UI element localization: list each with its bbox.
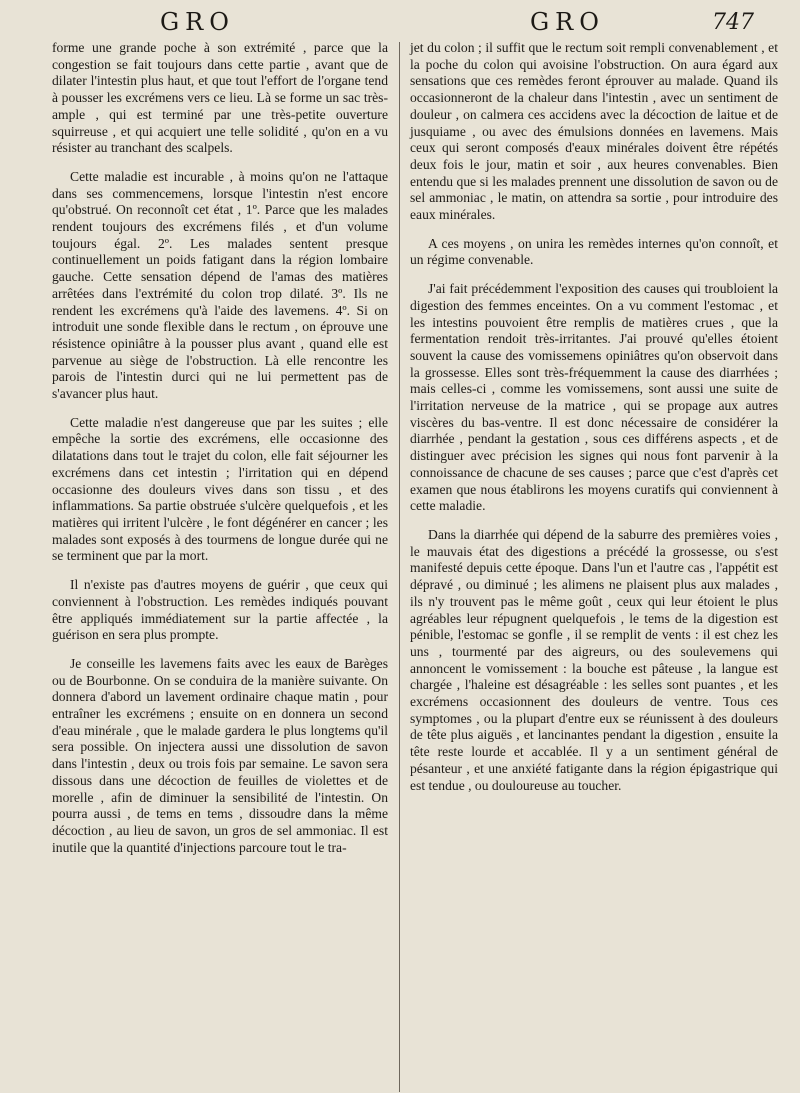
- paragraph: Cette maladie est incurable , à moins qu'on ne l'attaque dans ses commencemens, lorsque l'intestin n'est encore qu'obstrué. On reconnoît cet état , 1º. Parce que les malades rendent toujours des excrémens filés , et d'un volume toujours égal. 2º. Les malades sentent presque continuellement un poids fatigant dans la région lombaire gauche. Cette sensation dépend de l'amas des matières arrêtées dans l'extrémité du colon trop dilaté. 3º. Ils ne rendent les excrémens qu'à l'aide des lavemens. 4º. Si on introduit une sonde flexible dans le rectum , on éprouve une résistence opiniâtre à la pousser plus avant , quand elle est parvenue au siège de l'obstruction. Là elle rencontre les parois de l'intestin durci qui ne lui permettent pas de s'avancer plus haut.: [52, 168, 388, 402]
- column-divider: [399, 42, 400, 1092]
- paragraph: Il n'existe pas d'autres moyens de guérir , que ceux qui conviennent à l'obstruction. Les remèdes indiqués pouvant être appliqués immédiatement sur la partie affectée , la guérison en sera plus prompte.: [52, 577, 388, 643]
- paragraph: Cette maladie n'est dangereuse que par les suites ; elle empêche la sortie des excrémens, elle occasionne des dilatations dans tout le trajet du colon, elle fait séjourner les excrémens dans cet intestin ; l'irritation qui en dépend occasionne des douleurs vives dans son tissu , et des inflammations. Sa partie obstruée s'ulcère quelquefois , et les matières qui irritent l'ulcère , le font dégénérer en cancer ; les malades sont exposés à des tourmens de longue durée qui ne se terminent que par la mort.: [52, 414, 388, 564]
- running-header: [0, 8, 800, 38]
- paragraph: Je conseille les lavemens faits avec les eaux de Barèges ou de Bourbonne. On se conduira de la manière suivante. On donnera d'abord un lavement ordinaire chaque matin , pour entraîner les excrémens ; ensuite on en donnera un second d'eau minérale , que le malade gardera le plus longtems qu'il sera possible. On injectera aussi une dissolution de savon dans l'intestin , deux ou trois fois par semaine. Le savon sera dissous dans une décoction de feuilles de violettes et de morelle , afin de diminuer la sensibilité de l'intestin. On pourra aussi , de tems en tems , dissoudre dans la même décoction , au lieu de savon, un gros de sel ammoniac. Il est inutile que la quantité d'injections parcoure tout le tra-: [52, 655, 388, 855]
- paragraph: jet du colon ; il suffit que le rectum soit rempli convenablement , et la poche du colon qui avoisine l'obstruction. On aura égard aux sensations que ces remèdes feront éprouver au malade. Quand ils occasionneront de la chaleur dans l'intestin , avec un sentiment de douleur , on calmera ces accidens avec la décoction de laitue et de jusquiame , ou avec des émulsions données en lavemens. Mais ceux qui seront composés d'eaux minérales doivent être répétés deux fois le jour, matin et soir , aux heures convenables. Bien entendu que si les malades prennent une dissolution de savon ou de sel ammoniac , le matin, on attendra sa sortie , pour introduire des eaux minérales.: [410, 40, 778, 223]
- paragraph: Dans la diarrhée qui dépend de la saburre des premières voies , le mauvais état des digestions a précédé la grossesse, ou s'est manifesté depuis cette époque. Dans l'un et l'autre cas , l'appétit est dépravé , ou diminué ; les alimens ne plaisent plus aux malades , ils n'y trouvent pas le même goût , ceux qui leur étoient le plus agréables leur répugnent quelquefois , le tems de la digestion est pénible, l'estomac se gonfle , il se remplit de vents : il est chez les uns , tourmenté par des aigreurs, ou des soulevemens qui annoncent le vomissement : la bouche est pâteuse , la langue est chargée , l'haleine est désagréable : les selles sont puantes , et les excrémens occasionnent des douleurs de ventre. Tous ces symptomes , ou la plupart d'entre eux se réunissent à des douleurs de tête plus aiguës , et lancinantes pendant la digestion , ensuite la tête reste lourde et accablée. Il y a un sentiment général de pésanteur , et une anxiété fatigante dans la région épigastrique qui est tendue , ou douloureuse au toucher.: [410, 526, 778, 793]
- header-right-title: GRO: [530, 8, 605, 36]
- page-number: 747: [712, 10, 754, 35]
- right-column: [410, 40, 778, 806]
- left-column: [52, 40, 388, 868]
- paragraph: A ces moyens , on unira les remèdes internes qu'on connoît, et un régime convenable.: [410, 235, 778, 268]
- header-left-title: GRO: [160, 8, 235, 36]
- paragraph: J'ai fait précédemment l'exposition des causes qui troubloient la digestion des femmes enceintes. On a vu comment l'estomac , et les intestins pouvoient être remplis de matières crues , que la fermentation rendoit très-irritantes. J'ai prouvé qu'elles étoient souvent la cause des vomissemens opiniâtres qu'on observoit dans la grossesse. Elles sont très-fréquemment la cause des diarrhées ; mais celles-ci , comme les vomissemens, sont aussi une suite de l'irritation nerveuse de la matrice , qui se propage aux autres viscères du bas-ventre. Il est donc nécessaire de considérer la diarrhée , pendant la gestation , sous ces différens aspects , et de distinguer avec précision les signes qui nous font parvenir à la connoissance de chacune de ses causes ; parce que c'est d'après cet examen que nous établirons les moyens curatifs qui conviennent à cette maladie.: [410, 281, 778, 514]
- paragraph: forme une grande poche à son extrémité , parce que la congestion se fait toujours dans cette partie , avant que de dilater l'intestin plus haut, et que tout l'effort de l'organe tend à pousser les excrémens vers ce lieu. Là se forme un sac très-ample , qui est terminé par une très-petite ouverture squirreuse , et qui acquiert une telle solidité , qu'on en a vu résister au tranchant des scalpels.: [52, 40, 388, 156]
